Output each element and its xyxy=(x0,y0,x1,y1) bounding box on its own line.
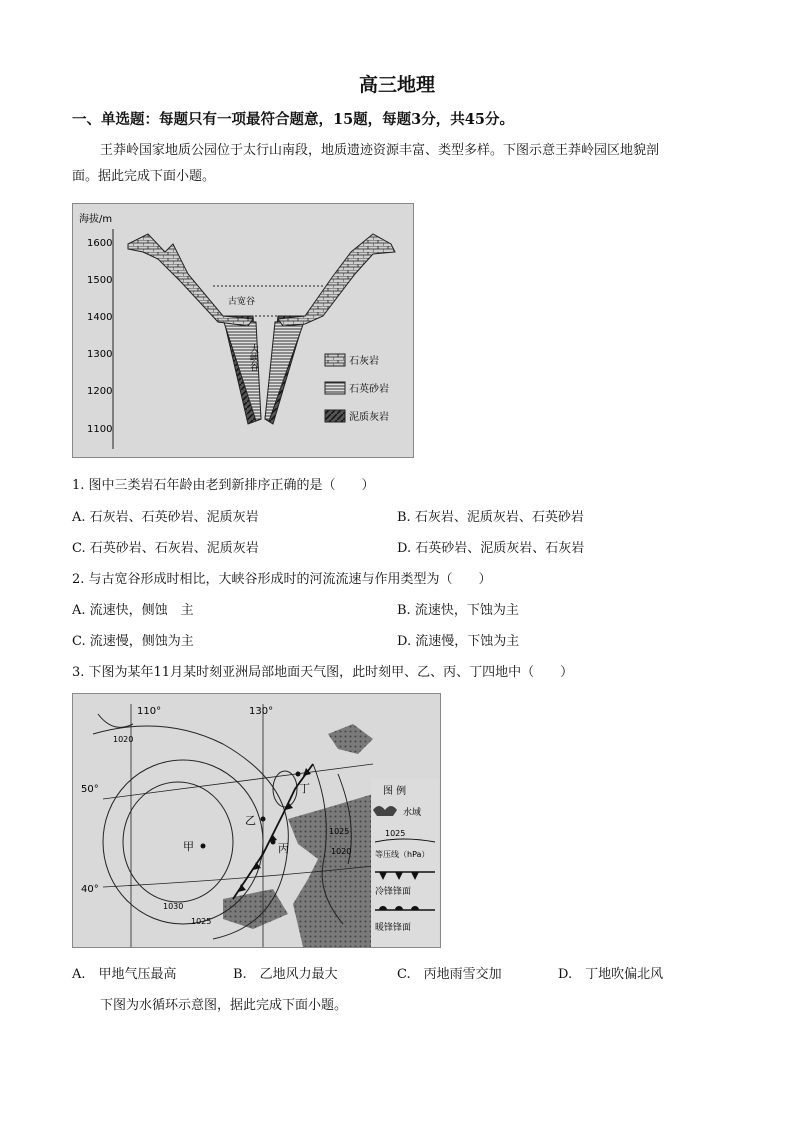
q2-option-a[interactable]: A. 流速快，侧蚀 主 xyxy=(72,603,194,618)
ytick-1100: 1100 xyxy=(87,424,113,435)
iso-label-1020-b: 1020 xyxy=(331,847,352,856)
legend-limestone: 石灰岩 xyxy=(349,356,379,367)
limestone-layer-right xyxy=(278,234,395,326)
point-ding xyxy=(296,772,301,777)
section-heading: 一、单选题：每题只有一项最符合题意，15题，每题3分，共45分。 xyxy=(72,111,514,128)
legend-swatch-limestone xyxy=(325,354,345,366)
point-yi xyxy=(261,817,266,822)
legend-marl: 泥质灰岩 xyxy=(349,412,389,423)
intro-line-1: 王莽岭国家地质公园位于太行山南段，地质遗迹资源丰富、类型多样。下图示意王莽岭园区地貌剖 xyxy=(100,143,660,158)
isobar-low xyxy=(273,771,297,807)
iso-label-1025-a: 1025 xyxy=(329,827,350,836)
page-title: 高三地理 xyxy=(358,74,435,96)
cross-section-legend xyxy=(325,354,389,423)
label-ding: 丁 xyxy=(299,782,310,795)
q1-option-b[interactable]: B. 石灰岩、泥质灰岩、石英砂岩 xyxy=(397,510,584,525)
q1-stem: 1. 图中三类岩石年龄由老到新排序正确的是（ ） xyxy=(72,478,375,493)
legend-swatch-sandstone xyxy=(325,382,345,394)
legend-box xyxy=(371,779,439,947)
parallel-50 xyxy=(103,764,373,799)
ytick-1300: 1300 xyxy=(87,349,113,360)
legend-isobar: 等压线（hPa） xyxy=(375,850,430,859)
legend-iso-value: 1025 xyxy=(385,829,406,838)
intro-line-2: 面。据此完成下面小题。 xyxy=(72,169,216,184)
lon-130: 130° xyxy=(249,706,274,717)
lon-110: 110° xyxy=(137,706,162,717)
legend-cold-front: 冷锋锋面 xyxy=(375,887,412,897)
sandstone-layer-right xyxy=(265,319,305,421)
q3-option-d[interactable]: D. 丁地吹偏北风 xyxy=(558,967,664,982)
legend-swatch-marl xyxy=(325,410,345,422)
weather-map-legend xyxy=(371,779,439,947)
lat-40: 40° xyxy=(81,884,99,895)
q2-option-c[interactable]: C. 流速慢，侧蚀为主 xyxy=(72,634,194,649)
point-bing xyxy=(271,840,276,845)
ytick-1600: 1600 xyxy=(87,238,113,249)
label-bing: 丙 xyxy=(278,842,289,855)
q3-option-c[interactable]: C. 丙地雨雪交加 xyxy=(397,967,502,982)
q1-option-a[interactable]: A. 石灰岩、石英砂岩、泥质灰岩 xyxy=(72,510,259,525)
q2-stem: 2. 与古宽谷形成时相比，大峡谷形成时的河流流速与作用类型为（ ） xyxy=(72,572,492,587)
y-axis-label: 海拔/m xyxy=(79,214,113,225)
figure-cross-section xyxy=(72,203,414,458)
figure-weather-map xyxy=(72,693,441,948)
ytick-1400: 1400 xyxy=(87,312,113,323)
water-area-bay xyxy=(223,889,288,929)
q1-option-c[interactable]: C. 石英砂岩、石灰岩、泥质灰岩 xyxy=(72,541,259,556)
water-area-north xyxy=(328,724,373,754)
weather-map-svg xyxy=(73,694,440,947)
iso-label-1020-a: 1020 xyxy=(113,735,134,744)
ytick-1500: 1500 xyxy=(87,275,113,286)
label-grand-canyon: 大峡谷 xyxy=(248,344,258,371)
q3-stem: 3. 下图为某年11月某时刻亚洲局部地面天气图，此时刻甲、乙、丙、丁四地中（ ） xyxy=(72,665,574,680)
legend-water: 水域 xyxy=(403,808,422,818)
iso-label-1025-b: 1025 xyxy=(191,917,212,926)
legend-warm-front-bumps xyxy=(379,906,419,910)
q2-option-d[interactable]: D. 流速慢，下蚀为主 xyxy=(397,634,520,649)
legend-warm-front: 暖锋锋面 xyxy=(375,923,412,933)
cross-section-svg xyxy=(73,204,413,457)
intro-paragraph-2: 下图为水循环示意图，据此完成下面小题。 xyxy=(100,998,348,1013)
intro-paragraph-1 xyxy=(72,138,732,190)
point-jia xyxy=(201,844,206,849)
lat-50: 50° xyxy=(81,784,99,795)
y-ticks xyxy=(87,238,112,435)
q3-option-a[interactable]: A. 甲地气压最高 xyxy=(72,967,177,982)
cold-front-barb xyxy=(238,884,246,892)
limestone-layer-left xyxy=(128,234,256,326)
iso-label-1030: 1030 xyxy=(163,902,184,911)
legend-sandstone: 石英砂岩 xyxy=(349,384,389,395)
q2-option-b[interactable]: B. 流速快，下蚀为主 xyxy=(397,603,519,618)
isobar-corner xyxy=(98,714,133,727)
q3-option-b[interactable]: B. 乙地风力最大 xyxy=(233,967,338,982)
isobar-inner xyxy=(123,782,233,902)
label-paleo-valley: 古宽谷 xyxy=(228,297,256,307)
q1-option-d[interactable]: D. 石英砂岩、泥质灰岩、石灰岩 xyxy=(397,541,585,556)
legend-title: 图 例 xyxy=(383,786,407,797)
ytick-1200: 1200 xyxy=(87,386,113,397)
label-yi: 乙 xyxy=(245,814,256,827)
label-jia: 甲 xyxy=(183,840,194,853)
